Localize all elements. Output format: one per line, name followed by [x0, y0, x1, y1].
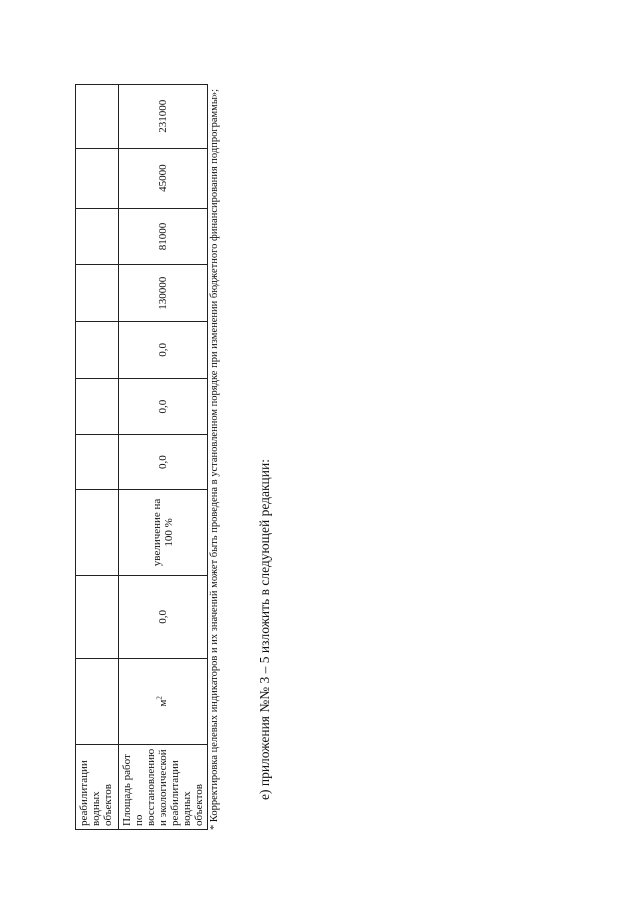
unit-superscript: 2 — [155, 696, 164, 700]
value-cell: 0,0 — [119, 322, 208, 379]
unit-base: м — [157, 699, 169, 707]
footnote: * Корректировка целевых индикаторов и их значений может быть проведена в установленном порядке при изменении бюджетного финансирования подпрограммы»; — [209, 88, 220, 830]
value-cell — [76, 148, 119, 208]
target-cell: увеличение на 100 % — [119, 489, 208, 575]
rotated-page-content — [75, 80, 575, 830]
unit-cell — [119, 658, 208, 744]
table-row — [119, 85, 208, 830]
value-cell: 231000 — [119, 85, 208, 149]
section-e-heading: е) приложения №№ 3 – 5 изложить в следующей редакции: — [257, 459, 272, 800]
value-cell: 81000 — [119, 208, 208, 265]
value-cell: 45000 — [119, 148, 208, 208]
value-cell — [76, 208, 119, 265]
value-cell — [76, 265, 119, 322]
value-cell — [76, 378, 119, 435]
table-row — [76, 85, 119, 830]
value-cell — [76, 85, 119, 149]
base-value-cell: 0,0 — [119, 576, 208, 659]
unit-cell — [76, 658, 119, 744]
value-cell: 130000 — [119, 265, 208, 322]
base-value-cell — [76, 576, 119, 659]
value-cell: 0,0 — [119, 435, 208, 489]
indicator-name-cell: реабилитации водных объектов — [76, 744, 119, 829]
value-cell — [76, 435, 119, 489]
target-cell — [76, 489, 119, 575]
indicator-name-cell: Площадь работ по восстановлению и экологической реабилитации водных объектов — [119, 744, 208, 829]
indicators-table — [75, 84, 208, 830]
value-cell: 0,0 — [119, 378, 208, 435]
value-cell — [76, 322, 119, 379]
